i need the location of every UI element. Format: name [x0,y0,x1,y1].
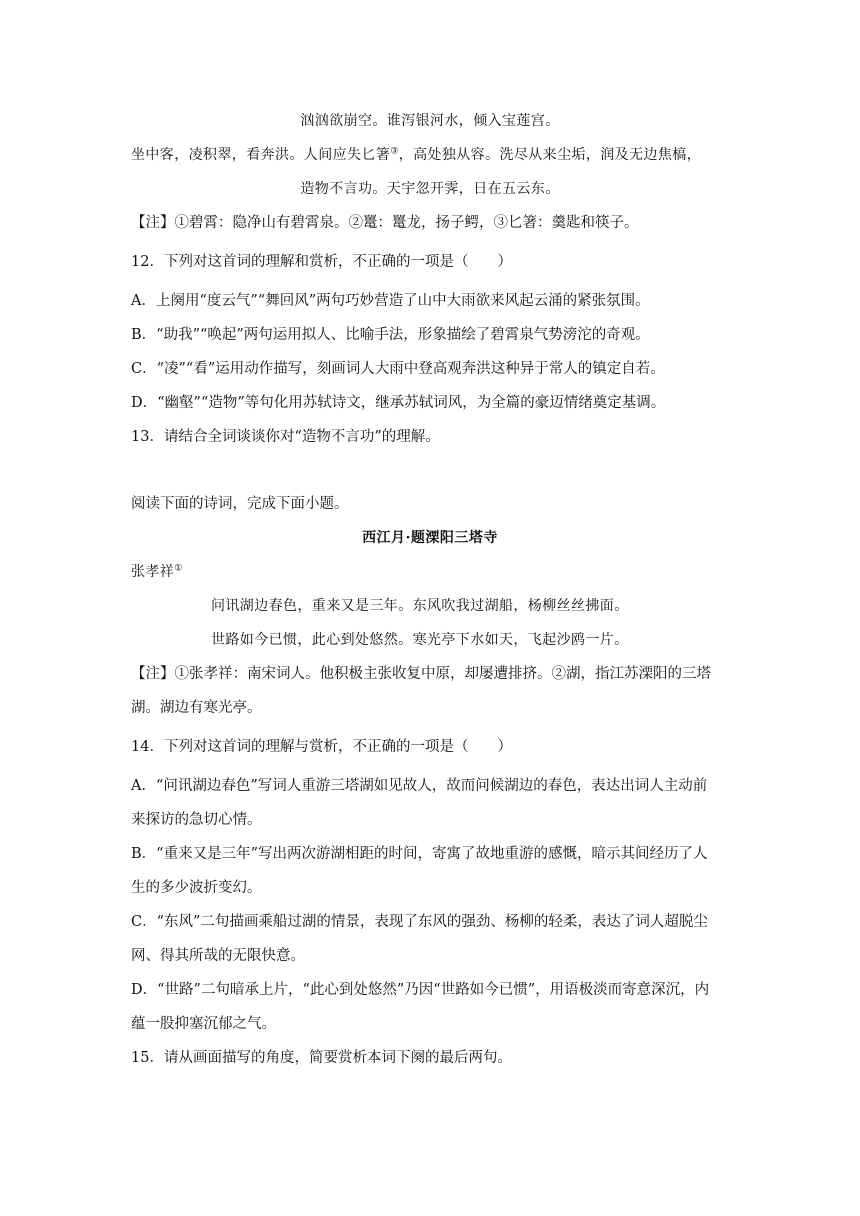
q14-option-a-line2: 来探访的急切心情。 [131,812,262,828]
poem1-line2-b: ，高处独从容。洗尽从来尘垢，润及无边焦槁， [398,147,702,163]
poem2-line1: 问讯湖边春色，重来又是三年。东风吹我过湖船，杨柳丝丝拂面。 [211,598,629,614]
q14-stem: 14．下列对这首词的理解与赏析，不正确的一项是（ ） [131,739,512,755]
poem2-note-line2: 湖。湖边有寒光亭。 [131,700,262,716]
q12-option-b: B．“助我”“唤起”两句运用拟人、比喻手法，形象描绘了碧霄泉气势滂沱的奇观。 [131,327,650,343]
poem2-line2: 世路如今已惯，此心到处悠然。寒光亭下水如天，飞起沙鸥一片。 [211,632,629,648]
q12-option-c: C．“凌”“看”运用动作描写，刻画词人大雨中登高观奔洪这种异于常人的镇定自若。 [131,361,665,377]
q14-option-d-line2: 蕴一股抑塞沉郁之气。 [131,1016,276,1032]
q14-option-c-line2: 网、得其所哉的无限快意。 [131,948,305,964]
q12-stem: 12．下列对这首词的理解和赏析，不正确的一项是（ ） [131,254,512,270]
q14-option-b-line1: B．“重来又是三年”写出两次游湖相距的时间，寄寓了故地重游的感慨，暗示其间经历了人 [131,846,708,862]
poem1-line1: 汹汹欲崩空。谁泻银河水，倾入宝莲宫。 [300,113,560,129]
poem2-title: 西江月·题溧阳三塔寺 [362,530,498,546]
q12-option-a: A．上阕用“度云气”“舞回风”两句巧妙营造了山中大雨欲来风起云涌的紧张氛围。 [131,293,650,309]
poem1-line3: 造物不言功。天宇忽开霁，日在五云东。 [300,181,560,197]
section2-intro: 阅读下面的诗词，完成下面小题。 [131,496,349,512]
poem1-note: 【注】①碧霄：隐净山有碧霄泉。②鼍：鼍龙，扬子鳄，③匕箸：羹匙和筷子。 [131,215,639,231]
q14-option-b-line2: 生的多少波折变幻。 [131,880,262,896]
q14-option-d-line1: D．“世路”二句暗承上片，“此心到处悠然”乃因“世路如今已惯”，用语极淡而寄意深沉，内 [131,982,710,998]
q14-option-a-line1: A．“问讯湖边春色”写词人重游三塔湖如见故人，故而问候湖边的春色，表达出词人主动前 [131,778,708,794]
poem2-author-name: 张孝祥 [131,564,175,580]
poem1-line2 [131,145,731,165]
q13-stem: 13．请结合全词谈谈你对“造物不言功”的理解。 [131,429,440,445]
q14-option-c-line1: C．“东风”二句描画乘船过湖的情景，表现了东风的强劲、杨柳的轻柔，表达了词人超脱尘 [131,914,708,930]
footnote-mark-3: ③ [390,146,399,157]
footnote-mark-1: ① [174,563,183,574]
q12-option-d: D．“幽壑”“造物”等句化用苏轼诗文，继承苏轼词风，为全篇的豪迈情绪奠定基调。 [131,395,666,411]
q15-stem: 15．请从画面描写的角度，简要赏析本词下阕的最后两句。 [131,1050,512,1066]
poem1-line2-a: 坐中客，凌积翠，看奔洪。人间应失匕箸 [131,147,391,163]
poem2-author [131,562,731,582]
poem2-note-line1: 【注】①张孝祥：南宋词人。他积极主张收复中原，却屡遭排挤。②湖，指江苏溧阳的三塔 [131,666,711,682]
